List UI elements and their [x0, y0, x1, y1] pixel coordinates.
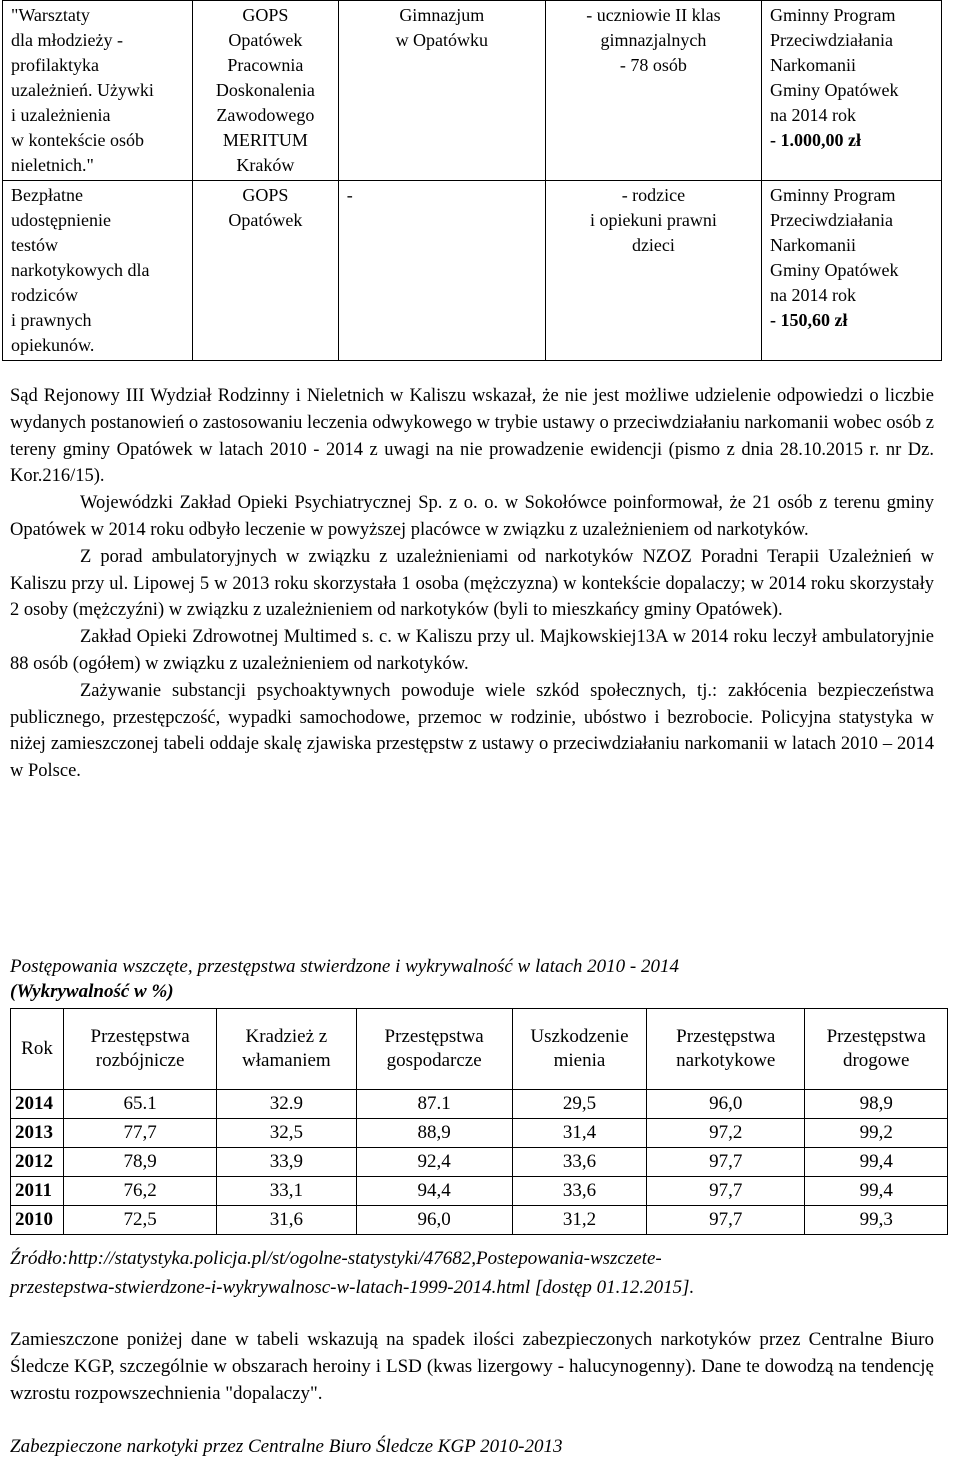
table-cell: 31,6: [217, 1206, 356, 1235]
table-cell: 32,5: [217, 1119, 356, 1148]
cell-text: i prawnych: [11, 310, 92, 330]
caption-text: [10, 979, 940, 1004]
cell-text: Gminy Opatówek: [770, 260, 899, 280]
table-row: [11, 1148, 948, 1177]
table-cell: 2011: [11, 1177, 64, 1206]
cell-text: Narkomanii: [770, 55, 856, 75]
cell-text: profilaktyka: [11, 55, 99, 75]
cell-text: na 2014 rok: [770, 285, 856, 305]
table-cell: [338, 181, 545, 361]
table-cell: 99,4: [805, 1177, 948, 1206]
source-note: [10, 1244, 940, 1302]
table-cell: 97,7: [647, 1148, 805, 1177]
cell-text: Przeciwdziałania: [770, 30, 893, 50]
cell-text: Opatówek: [228, 210, 303, 230]
table-cell: 33,6: [512, 1177, 646, 1206]
column-header: Rok: [11, 1009, 64, 1090]
paragraph: Sąd Rejonowy III Wydział Rodzinny i Nieletnich w Kaliszu wskazał, że nie jest możliwe udzielenie odpowiedzi o liczbie wydanych postanowień o zastosowaniu leczenia odwykowego w trybie ustawy o przeciwdziałaniu narkomanii wobec osób z tereny gminy Opatówek w latach 2010 - 2014 z uwagi na nie prowadzenie ewidencji (pismo z dnia 28.10.2015 r. nr Dz. Kor.216/15).: [10, 386, 934, 487]
column-header: Uszkodzenie mienia: [512, 1009, 646, 1090]
table-cell: 99,4: [805, 1148, 948, 1177]
crime-statistics-table: [10, 1008, 948, 1235]
header-row: [11, 1009, 948, 1090]
table-cell: 31,4: [512, 1119, 646, 1148]
cell-text: udostępnienie: [11, 210, 111, 230]
table-cell: 76,2: [64, 1177, 217, 1206]
cell-text: gimnazjalnych: [600, 30, 707, 50]
paragraph: Wojewódzki Zakład Opieki Psychiatrycznej Sp. z o. o. w Sokołówce poinformował, że 21 osób z terenu gminy Opatówek w 2014 roku odbyło leczenie w powyższej placówce w związku z uzależnieniem od narkotyków.: [10, 493, 934, 540]
cell-text: Kraków: [236, 155, 295, 175]
amount-text: - 150,60 zł: [770, 310, 848, 330]
column-header: Przestępstwa gospodarcze: [356, 1009, 512, 1090]
column-header: Kradzież z włamaniem: [217, 1009, 356, 1090]
table-cell: 88,9: [356, 1119, 512, 1148]
cell-text: na 2014 rok: [770, 105, 856, 125]
table-cell: 33,9: [217, 1148, 356, 1177]
table-cell: [338, 1, 545, 181]
table-cell: 99,3: [805, 1206, 948, 1235]
table-cell: 2010: [11, 1206, 64, 1235]
paragraph: Zamieszczone poniżej dane w tabeli wskazują na spadek ilości zabezpieczonych narkotyków przez Centralne Biuro Śledcze KGP, szczególnie w obszarach heroiny i LSD (kwas lizergowy - halucynogenny). Dane te dowodzą na tendencję wzrostu rozpowszechnienia "dopalaczy".: [10, 1329, 934, 1404]
body-text: [10, 383, 934, 785]
cell-text: Gminny Program: [770, 5, 896, 25]
table-cell: 96,0: [647, 1090, 805, 1119]
cell-text: w Opatówku: [395, 30, 489, 50]
table-cell: 97,7: [647, 1206, 805, 1235]
table-cell: 33,1: [217, 1177, 356, 1206]
table-cell: 94,4: [356, 1177, 512, 1206]
source-text: przestepstwa-stwierdzone-i-wykrywalnosc-w-latach-1999-2014.html [dostęp 01.12.2015].: [10, 1277, 695, 1298]
table-cell: 97,2: [647, 1119, 805, 1148]
cell-text: Gminy Opatówek: [770, 80, 899, 100]
column-header: Przestępstwa drogowe: [805, 1009, 948, 1090]
table-cell: 2014: [11, 1090, 64, 1119]
cell-text: opiekunów.: [11, 335, 95, 355]
table-cell: 29,5: [512, 1090, 646, 1119]
table-row: [11, 1206, 948, 1235]
cell-text: dla młodzieży -: [11, 30, 123, 50]
column-header: Przestępstwa rozbójnicze: [64, 1009, 217, 1090]
cell-text: uzależnień. Używki: [11, 80, 154, 100]
table-cell: [193, 1, 339, 181]
table-cell: 87.1: [356, 1090, 512, 1119]
table-cell: 2013: [11, 1119, 64, 1148]
table-cell: [762, 1, 942, 181]
table-cell: 77,7: [64, 1119, 217, 1148]
table-row: [11, 1119, 948, 1148]
table-cell: [193, 181, 339, 361]
cell-text: Pracownia: [227, 55, 304, 75]
cell-text: i opiekuni prawni: [589, 210, 717, 230]
table-cell: [545, 1, 761, 181]
cell-text: - uczniowie II klas: [586, 5, 721, 25]
table-cell: 98,9: [805, 1090, 948, 1119]
cell-text: Przeciwdziałania: [770, 210, 893, 230]
paragraph: Zażywanie substancji psychoaktywnych powoduje wiele szkód społecznych, tj.: zakłócenia bezpieczeństwa publicznego, przestępczość, wypadki samochodowe, przemoc w rodzinie, ubóstwo i bezrobocie. Policyjna statystyka w niżej zamieszczonej tabeli oddaje skalę zjawiska przestępstw z ustawy o przeciwdziałaniu narkomanii w latach 2010 – 2014 w Polsce.: [10, 680, 934, 782]
cell-text: i uzależnienia: [11, 105, 111, 125]
cell-text: testów: [11, 235, 58, 255]
column-header: Przestępstwa narkotykowe: [647, 1009, 805, 1090]
table-cell: 78,9: [64, 1148, 217, 1177]
table-cell: 97,7: [647, 1177, 805, 1206]
cell-text: narkotykowych dla: [11, 260, 150, 280]
cell-text: GOPS: [242, 185, 289, 205]
cell-text: dzieci: [631, 235, 675, 255]
table-cell: 92,4: [356, 1148, 512, 1177]
table-cell: [762, 181, 942, 361]
cell-text: Bezpłatne: [11, 185, 83, 205]
caption-subtext: (Wykrywalność w %): [10, 981, 174, 1002]
cell-text: Doskonalenia: [215, 80, 315, 100]
cell-text: Zawodowego: [216, 105, 315, 125]
table-row: [3, 1, 942, 181]
caption-text: Postępowania wszczęte, przestępstwa stwierdzone i wykrywalność w latach 2010 - 2014: [10, 956, 680, 977]
table-row: [11, 1177, 948, 1206]
cell-text: - rodzice: [621, 185, 686, 205]
cell-text: Gminny Program: [770, 185, 896, 205]
table-caption: [10, 954, 940, 1004]
amount-text: - 1.000,00 zł: [770, 130, 861, 150]
table-cell: 65.1: [64, 1090, 217, 1119]
table-cell: [3, 181, 193, 361]
table-cell: 31,2: [512, 1206, 646, 1235]
table-cell: 32.9: [217, 1090, 356, 1119]
cell-text: rodziców: [11, 285, 78, 305]
cell-text: "Warsztaty: [11, 5, 90, 25]
table-cell: 72,5: [64, 1206, 217, 1235]
table-cell: [3, 1, 193, 181]
table-cell: 2012: [11, 1148, 64, 1177]
cell-text: Gimnazjum: [399, 5, 485, 25]
cell-text: - 78 osób: [619, 55, 687, 75]
cell-text: w kontekście osób: [11, 130, 144, 150]
table-cell: 33,6: [512, 1148, 646, 1177]
cell-text: MERITUM: [222, 130, 308, 150]
table-row: [11, 1090, 948, 1119]
cell-text: -: [346, 185, 353, 205]
cell-text: Opatówek: [228, 30, 303, 50]
table-cell: [545, 181, 761, 361]
table-caption: Zabezpieczone narkotyki przez Centralne Biuro Śledcze KGP 2010-2013: [10, 1436, 563, 1457]
cell-text: GOPS: [242, 5, 289, 25]
table-row: [3, 181, 942, 361]
table-cell: 96,0: [356, 1206, 512, 1235]
programs-table: [2, 0, 942, 361]
paragraph: Z porad ambulatoryjnych w związku z uzależnieniami od narkotyków NZOZ Poradni Terapii Uzależnień w Kaliszu przy ul. Lipowej 5 w 2013 roku skorzystała 1 osoba (mężczyzna) w kontekście dopalaczy; w 2014 roku skorzystały 2 osoby (mężczyźni) w związku z uzależnieniem od narkotyków (byli to mieszkańcy gminy Opatówek).: [10, 546, 934, 621]
source-text: Źródło:http://statystyka.policja.pl/st/ogolne-statystyki/47682,Postepowania-wszczete-: [10, 1248, 662, 1269]
paragraph: Zakład Opieki Zdrowotnej Multimed s. c. w Kaliszu przy ul. Majkowskiej13A w 2014 roku leczył ambulatoryjnie 88 osób (ogółem) w związku z uzależnieniem od narkotyków.: [10, 627, 934, 674]
cell-text: nieletnich.": [11, 155, 94, 175]
table-cell: 99,2: [805, 1119, 948, 1148]
cell-text: Narkomanii: [770, 235, 856, 255]
